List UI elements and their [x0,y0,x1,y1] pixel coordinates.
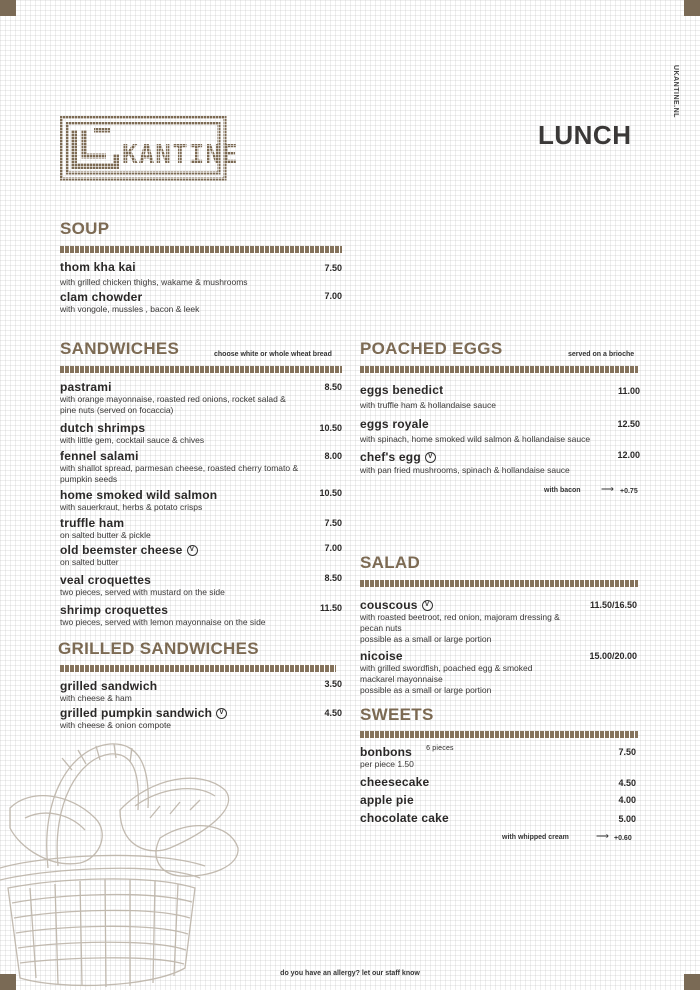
section-title-soup: SOUP [60,219,110,238]
menu-item-eggs-benedict [360,383,640,411]
section-note: choose white or whole wheat bread [214,351,332,358]
section-title-poached-eggs: POACHED EGGS [360,339,503,358]
menu-item-chocolate-cake [360,811,636,825]
vegetarian-icon: V [187,545,198,556]
logo-text: KANTINE [122,140,239,170]
menu-item-shrimp-croquettes [60,603,342,628]
item-name-row [360,450,640,464]
section-title-grilled-sandwiches: GRILLED SANDWICHES [58,639,259,658]
menu-item-clam-chowder [60,290,342,315]
item-name: cheesecake [360,775,430,789]
menu-item-chefs-egg [360,450,640,476]
item-description: with cheese & onion compote [60,720,172,730]
item-name: dutch shrimps [60,421,146,435]
item-portion-note: possible as a small or large portion [360,634,492,644]
item-description: with shallot spread, parmesan cheese, roasted cherry tomato & pumpkin seeds [60,463,299,484]
item-price: 11.50 [319,603,342,613]
website-url[interactable]: UKANTINE.NL [672,65,679,118]
section-divider [60,366,342,373]
section-divider [60,246,342,253]
item-name: couscous [360,598,418,612]
item-price: 7.00 [324,543,342,553]
item-name: grilled pumpkin sandwich [60,706,213,720]
item-description: with little gem, cocktail sauce & chives [60,435,205,445]
item-price: 8.50 [324,573,342,583]
item-price: 4.50 [618,778,636,788]
menu-item-fennel-salami [60,449,342,485]
item-price: 3.50 [324,679,342,689]
item-description: with truffle ham & hollandaise sauce [360,400,496,410]
item-name: home smoked wild salmon [60,488,218,502]
item-price: 7.50 [324,518,342,528]
section-divider [60,665,336,672]
menu-item-cheesecake [360,775,636,789]
item-name: thom kha kai [60,260,136,274]
section-title-salad: SALAD [360,553,421,572]
extra-option-label: with bacon [544,487,581,494]
item-price: 15.00/20.00 [589,651,637,661]
arrow-right-icon: ⟶ [596,831,609,841]
item-name: apple pie [360,793,414,807]
bread-basket-illustration [0,738,240,990]
ukantine-logo [60,116,239,180]
extra-option-price: +0.75 [620,488,638,495]
page-title: LUNCH [538,120,632,150]
item-price: 10.50 [319,488,342,498]
item-name: veal croquettes [60,573,152,587]
item-name-row [360,745,636,759]
vegetarian-icon: V [425,452,436,463]
item-description: with sauerkraut, herbs & potato crisps [60,502,203,512]
item-description: with grilled chicken thighs, wakame & mushrooms [60,277,248,287]
item-name: truffle ham [60,516,125,530]
section-divider [360,366,638,373]
menu-item-home-smoked-wild-salmon [60,488,342,513]
vegetarian-icon: V [422,600,433,611]
extra-option-price: +0.60 [614,835,632,842]
menu-item-veal-croquettes [60,573,342,598]
menu-item-nicoise [360,649,640,696]
item-price: 12.50 [617,419,640,429]
item-price: 5.00 [618,814,636,824]
item-name: chef's egg [360,450,421,464]
item-portion-note: possible as a small or large portion [360,685,492,695]
section-note: served on a brioche [568,351,635,358]
item-price: 7.50 [324,263,342,273]
allergy-notice: do you have an allergy? let our staff know [280,970,420,977]
menu-item-old-beemster-cheese [60,543,342,568]
item-description: with spinach, home smoked wild salmon & hollandaise sauce [360,434,591,444]
item-name: clam chowder [60,290,143,304]
item-description: on salted butter & pickle [60,530,151,540]
section-divider [360,731,638,738]
menu-item-pastrami [60,380,342,416]
item-description: with grilled swordfish, poached egg & smoked mackarel mayonnaise [360,663,533,684]
menu-item-eggs-royale [360,417,640,445]
item-description: with cheese & ham [60,693,132,703]
item-price: 10.50 [319,423,342,433]
item-description: with pan fried mushrooms, spinach & hollandaise sauce [360,465,570,475]
menu-item-dutch-shrimps [60,421,342,446]
item-quantity-note: 6 pieces [426,745,454,752]
item-price: 4.50 [324,708,342,718]
item-name: nicoise [360,649,403,663]
item-description: with vongole, mussles , bacon & leek [60,304,200,314]
item-price: 8.00 [324,451,342,461]
item-name-row [60,543,342,557]
item-name: grilled sandwich [60,679,158,693]
item-name: bonbons [360,745,413,759]
item-description: two pieces, served with mustard on the side [60,587,225,597]
menu-item-couscous [360,598,640,645]
item-description: with roasted beetroot, red onion, majoram dressing & pecan nuts [360,612,560,633]
item-name: old beemster cheese [60,543,183,557]
item-description: per piece 1.50 [360,759,414,769]
item-price: 4.00 [618,795,636,805]
menu-item-grilled-pumpkin-sandwich [60,706,342,731]
item-description: on salted butter [60,557,119,567]
item-price: 12.00 [617,450,640,460]
item-price: 11.50/16.50 [589,600,637,610]
corner-mark-top-right [684,0,700,16]
menu-item-thom-kha-kai [60,260,342,288]
menu-item-apple-pie [360,793,636,807]
vegetarian-icon: V [216,708,227,719]
section-title-sweets: SWEETS [360,705,434,724]
corner-mark-top-left [0,0,16,16]
item-name: chocolate cake [360,811,449,825]
menu-item-truffle-ham [60,516,342,541]
item-description: with orange mayonnaise, roasted red onions, rocket salad & pine nuts (served on focaccia) [60,394,286,415]
item-name: eggs benedict [360,383,444,397]
item-price: 7.00 [324,291,342,301]
item-name-row [60,706,342,720]
item-name: fennel salami [60,449,139,463]
section-divider [360,580,638,587]
item-price: 8.50 [324,382,342,392]
menu-item-grilled-sandwich [60,679,342,704]
item-name: shrimp croquettes [60,603,169,617]
menu-item-bonbons [360,745,636,770]
arrow-right-icon: ⟶ [601,484,614,494]
section-title-sandwiches: SANDWICHES [60,339,180,358]
item-name: eggs royale [360,417,429,431]
item-price: 7.50 [618,747,636,757]
item-price: 11.00 [617,386,640,396]
extra-option-label: with whipped cream [502,834,569,841]
item-description: two pieces, served with lemon mayonnaise on the side [60,617,266,627]
item-name: pastrami [60,380,112,394]
